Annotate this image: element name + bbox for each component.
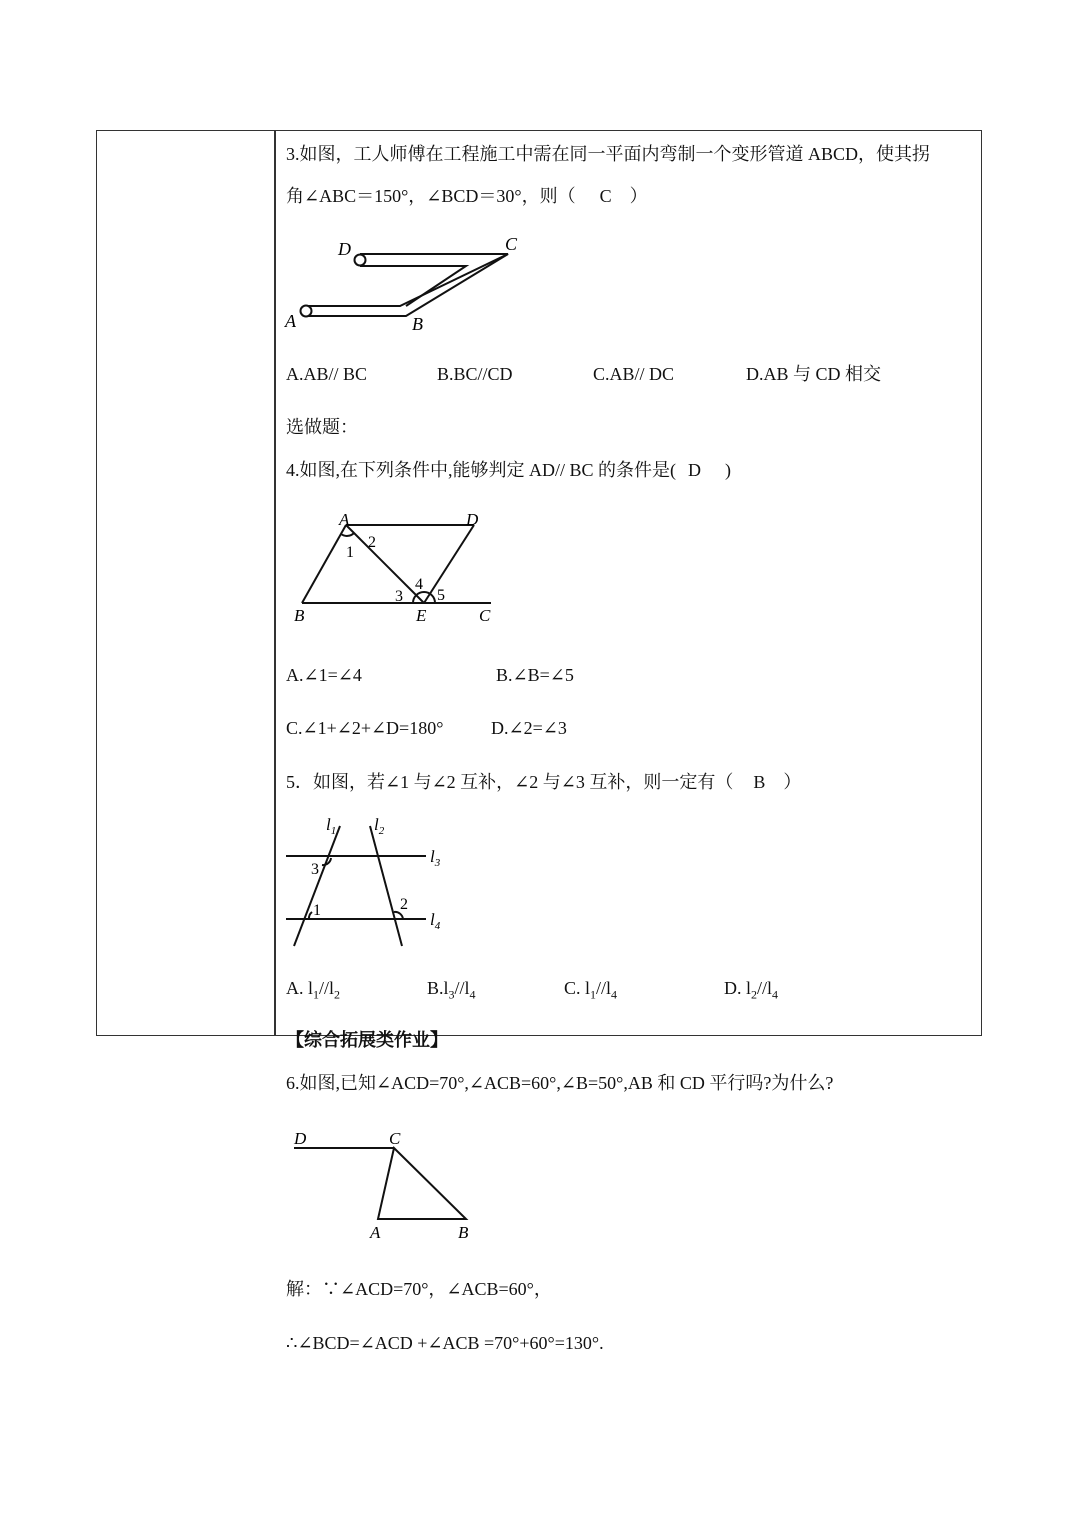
table-frame xyxy=(96,130,982,1036)
q5-stem: 5．如图，若∠1 与∠2 互补，∠2 与∠3 互补，则一定有（ xyxy=(286,772,734,792)
q5-option-a: A. $l_1//l_2$ xyxy=(286,978,341,1002)
label-D: D xyxy=(338,239,351,259)
line-AB xyxy=(302,525,346,603)
label-B: B xyxy=(458,1223,469,1242)
q4-text xyxy=(286,461,731,479)
q4-parallelogram-figure xyxy=(284,505,514,630)
label-B: B xyxy=(294,606,305,625)
q4-option-c: C.∠1+∠2+∠D=180° xyxy=(286,718,444,738)
label-angle-4: 4 xyxy=(415,576,423,593)
label-A: A xyxy=(285,311,296,331)
q5-answer: B xyxy=(753,772,766,792)
q3-option-a: A.AB// BC xyxy=(286,364,368,384)
q6-solution-line1: 解：∵∠ACD=70°，∠ACB=60°， xyxy=(286,1279,552,1299)
label-B: B xyxy=(412,314,423,334)
table-column-divider xyxy=(274,130,276,1036)
q6-text: 6.如图,已知∠ACD=70°,∠ACB=60°,∠B=50°,AB 和 CD 平行吗?为什么? xyxy=(286,1073,834,1093)
q5-option-d: D. $l_2//l_4$ xyxy=(724,978,779,1002)
label-angle-5: 5 xyxy=(437,587,445,604)
q4-answer: D xyxy=(688,460,702,480)
q6-triangle-figure xyxy=(282,1122,482,1247)
q5-option-b: $B.l_3//l_4$ xyxy=(427,978,476,1002)
label-D: D xyxy=(294,1129,307,1148)
q6-solution-line2: ∴∠BCD=∠ACD +∠ACB =70°+60°=130°. xyxy=(286,1333,604,1353)
optional-title: 选做题： xyxy=(286,417,358,437)
q4-option-a: A.∠1=∠4 xyxy=(286,665,362,685)
label-C: C xyxy=(505,234,518,254)
q3-line1: 3.如图，工人师傅在工程施工中需在同一平面内弯制一个变形管道 ABCD，使其拐 xyxy=(286,144,931,164)
pipe-end-a xyxy=(301,306,312,317)
q5-lines-figure xyxy=(282,812,462,952)
q3-option-b: B.BC//CD xyxy=(437,364,513,384)
q4-stem: 4.如图,在下列条件中,能够判定 AD// BC 的条件是( xyxy=(286,460,677,480)
label-l1: $l_1$ xyxy=(326,815,337,837)
q3-pipe-figure xyxy=(278,230,538,340)
label-C: C xyxy=(389,1129,401,1148)
label-l4: $l_4$ xyxy=(430,910,441,932)
q3-option-d: D.AB 与 CD 相交 xyxy=(746,364,882,384)
label-A: A xyxy=(339,510,350,529)
label-angle-2: 2 xyxy=(400,896,408,913)
label-l2: $l_2$ xyxy=(374,815,385,837)
angle-1-arc xyxy=(309,912,312,919)
label-l3: $l_3$ xyxy=(430,847,441,869)
label-angle-1: 1 xyxy=(346,544,354,561)
triangle-ACB xyxy=(378,1148,466,1219)
label-A: A xyxy=(370,1223,381,1242)
label-C: C xyxy=(479,606,491,625)
q3-line2-text: 角∠ABC＝150°，∠BCD＝30°，则（ xyxy=(286,186,576,206)
label-angle-1: 1 xyxy=(313,902,321,919)
line-DE xyxy=(424,525,474,603)
q5-option-c: C. $l_1//l_4$ xyxy=(564,978,618,1002)
q4-close: ) xyxy=(725,460,732,480)
q3-line2 xyxy=(286,187,648,205)
q4-option-b: B.∠B=∠5 xyxy=(496,665,574,685)
pipe-outer-line xyxy=(306,254,508,306)
section-title: 【综合拓展类作业】 xyxy=(286,1030,448,1050)
q3-option-c: C.AB// DC xyxy=(593,364,675,384)
label-angle-3: 3 xyxy=(311,861,319,878)
angle-1-arc xyxy=(341,533,354,536)
label-angle-3: 3 xyxy=(395,588,403,605)
q3-answer: C xyxy=(599,186,612,206)
line-AE xyxy=(346,525,424,603)
label-E: E xyxy=(416,606,427,625)
q5-close: ） xyxy=(783,772,802,792)
line-l2 xyxy=(370,826,402,946)
pipe-end-d xyxy=(355,255,366,266)
q4-option-d: D.∠2=∠3 xyxy=(491,718,567,738)
q5-text xyxy=(286,773,801,791)
line-l1 xyxy=(294,826,340,946)
q3-close: ） xyxy=(629,186,648,206)
label-D: D xyxy=(466,510,479,529)
label-angle-2: 2 xyxy=(368,534,376,551)
